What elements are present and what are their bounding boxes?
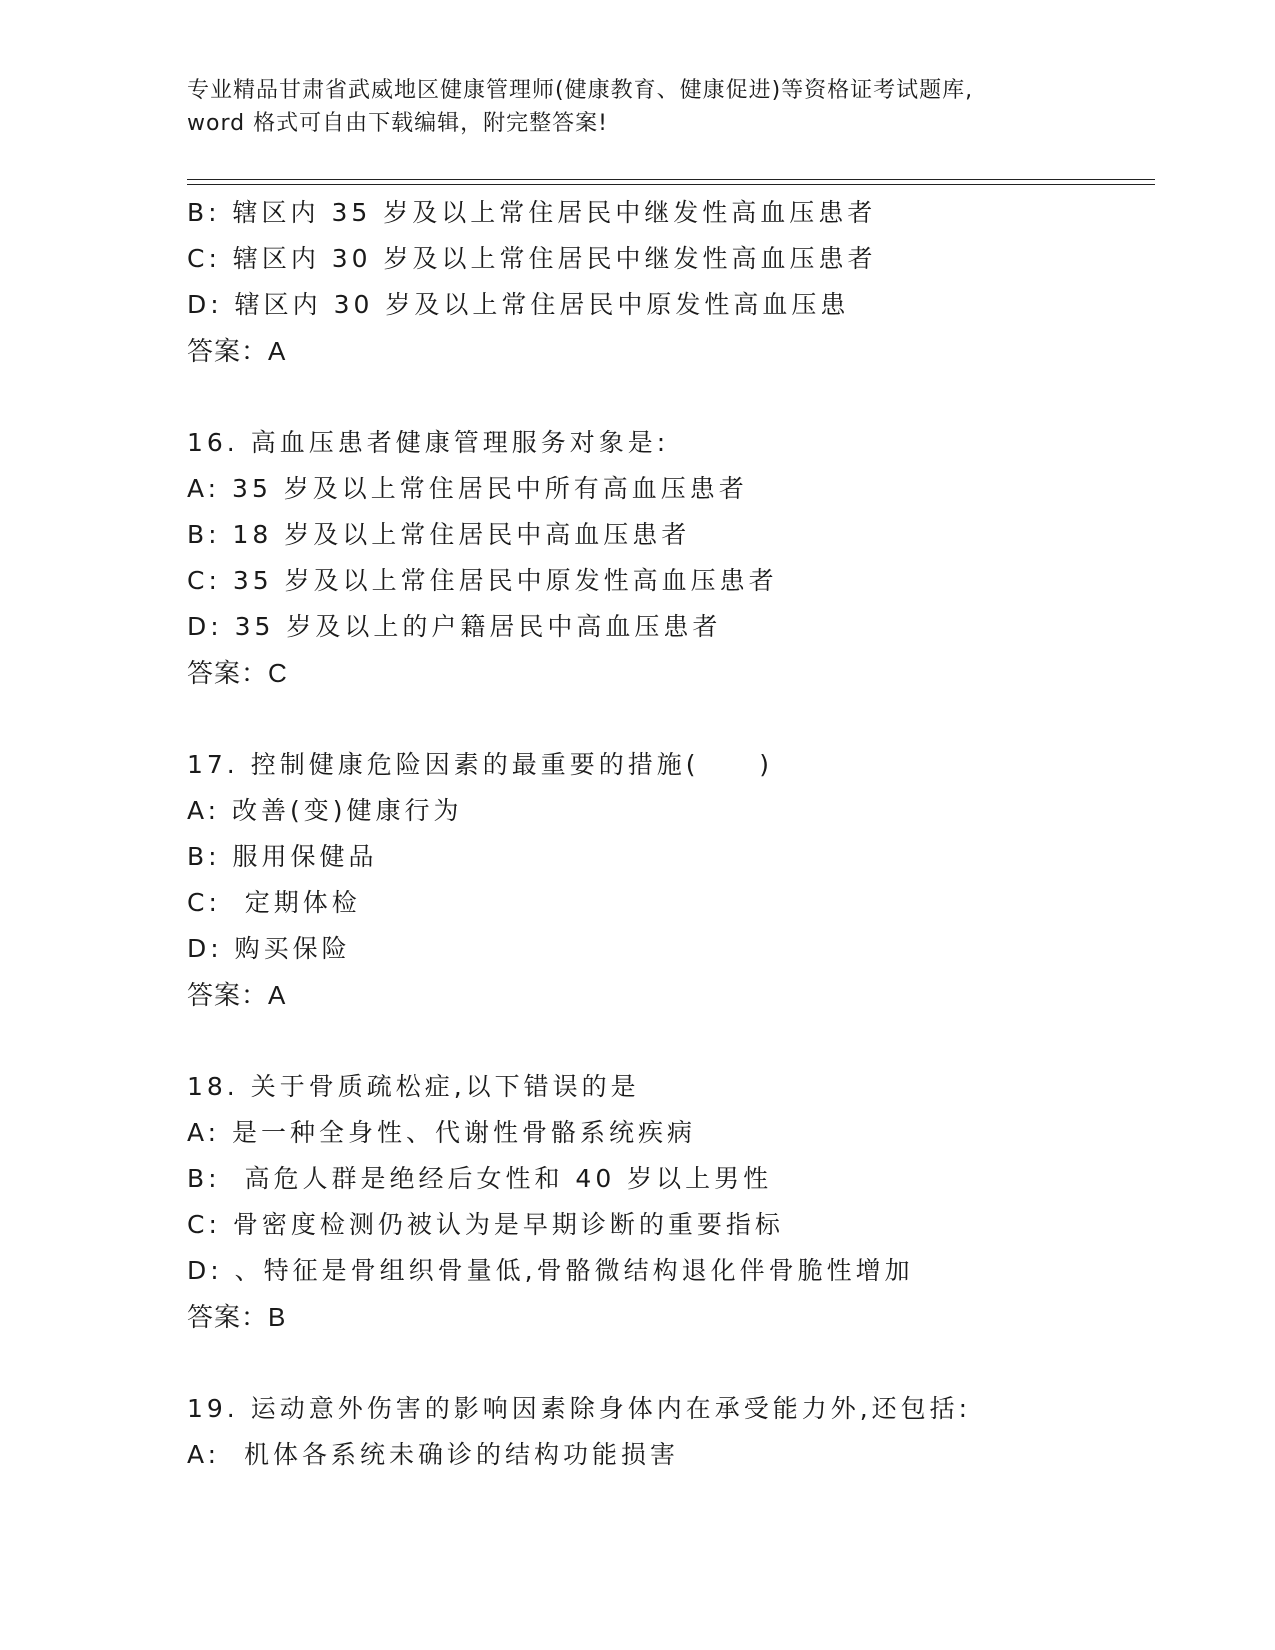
option-d: D: 35 岁及以上的户籍居民中高血压患者 (187, 612, 722, 641)
option-c: C: 定期体检 (187, 888, 361, 917)
question-17 (187, 742, 1147, 1018)
option-b: B: 高危人群是绝经后女性和 40 岁以上男性 (187, 1164, 773, 1193)
option-d: D: 购买保险 (187, 934, 351, 963)
answer-line: 答案：B (187, 1302, 287, 1332)
option-a: A: 机体各系统未确诊的结构功能损害 (187, 1440, 679, 1469)
answer-line: 答案：A (187, 980, 287, 1010)
header-divider-top (187, 179, 1155, 180)
spacer (187, 1340, 1147, 1386)
header-line-1: 专业精品甘肃省武威地区健康管理师(健康教育、健康促进)等资格证考试题库, (187, 78, 974, 103)
option-a: A: 改善(变)健康行为 (187, 796, 463, 825)
option-b: B: 服用保健品 (187, 842, 378, 871)
question-18 (187, 1064, 1147, 1340)
question-stem: 18. 关于骨质疏松症,以下错误的是 (187, 1072, 640, 1101)
header-line-2: word 格式可自由下载编辑，附完整答案! (187, 111, 608, 136)
question-stem: 17. 控制健康危险因素的最重要的措施( ) (187, 750, 773, 779)
option-c: C: 辖区内 30 岁及以上常住居民中继发性高血压患者 (187, 244, 877, 273)
option-d: D: 辖区内 30 岁及以上常住居民中原发性高血压患 (187, 290, 850, 319)
option-d: D: 、特征是骨组织骨量低,骨骼微结构退化伴骨脆性增加 (187, 1256, 914, 1285)
question-16 (187, 420, 1147, 696)
spacer (187, 696, 1147, 742)
answer-line: 答案：C (187, 658, 288, 688)
question-19 (187, 1386, 1147, 1478)
option-a: A: 35 岁及以上常住居民中所有高血压患者 (187, 474, 748, 503)
option-b: B: 18 岁及以上常住居民中高血压患者 (187, 520, 691, 549)
question-stem: 16. 高血压患者健康管理服务对象是: (187, 428, 670, 457)
spacer (187, 1018, 1147, 1064)
option-c: C: 骨密度检测仍被认为是早期诊断的重要指标 (187, 1210, 784, 1239)
option-c: C: 35 岁及以上常住居民中原发性高血压患者 (187, 566, 778, 595)
option-b: B: 辖区内 35 岁及以上常住居民中继发性高血压患者 (187, 198, 877, 227)
question-stem: 19. 运动意外伤害的影响因素除身体内在承受能力外,还包括: (187, 1394, 972, 1423)
option-a: A: 是一种全身性、代谢性骨骼系统疾病 (187, 1118, 697, 1147)
header-divider-bottom (187, 184, 1155, 185)
question-list (187, 190, 1147, 1478)
document-header (187, 74, 1087, 140)
spacer (187, 374, 1147, 420)
question-15-continued (187, 190, 1147, 374)
answer-line: 答案：A (187, 336, 287, 366)
